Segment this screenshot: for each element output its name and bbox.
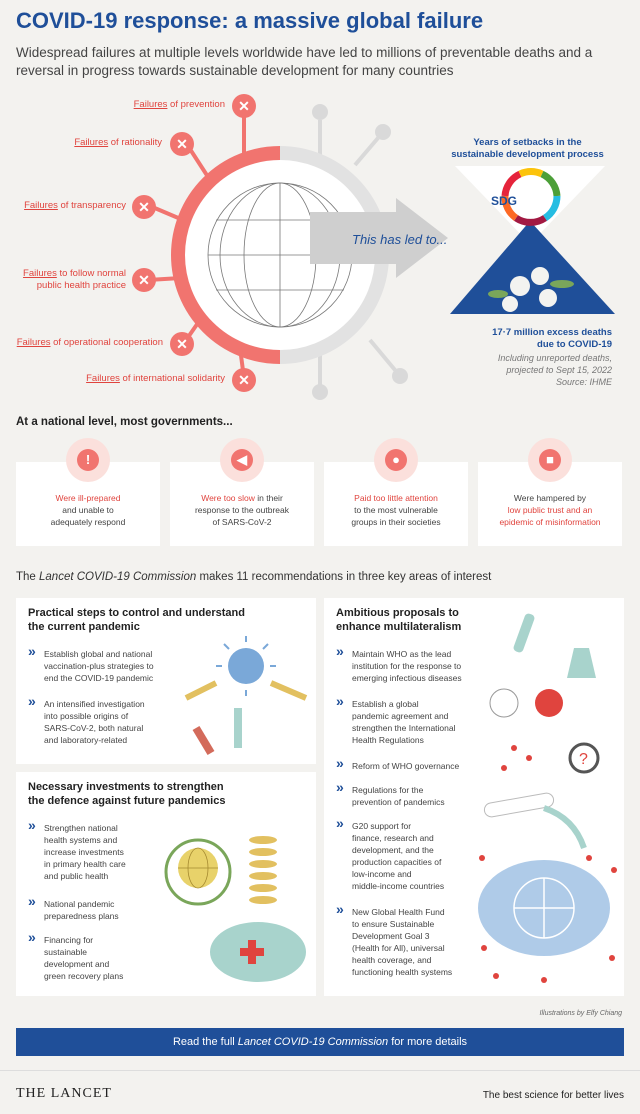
recommendation-item: » National pandemic preparedness plans bbox=[28, 898, 148, 922]
read-commission-link[interactable]: Read the full Lancet COVID-19 Commission for more details bbox=[16, 1028, 624, 1056]
panel-multilateralism bbox=[324, 598, 624, 996]
recommendation-item: » Strengthen national health systems and increase investments in primary health care and public health bbox=[28, 822, 148, 882]
sdg-label: SDG bbox=[490, 194, 517, 208]
recommendation-item: » Maintain WHO as the lead institution for the response to emerging infectious diseases bbox=[336, 648, 492, 684]
recommendation-item: » Establish a global pandemic agreement and strengthen the International Health Regulations bbox=[336, 698, 492, 746]
deaths-count: 17·7 million excess deaths due to COVID-19 bbox=[492, 327, 612, 350]
deaths-note: Including unreported deaths, projected to Sept 15, 2022 Source: IHME bbox=[497, 353, 612, 387]
speech-bubbles-icon: ■ bbox=[528, 438, 572, 482]
virus-hands-illustration bbox=[176, 628, 312, 760]
close-icon: ✕ bbox=[170, 132, 194, 156]
multilateralism-illustration bbox=[474, 608, 622, 992]
failure-rationality: Failures of rationality bbox=[74, 137, 162, 148]
close-icon: ✕ bbox=[132, 268, 156, 292]
panel-future-pandemics bbox=[16, 772, 316, 996]
panel-current-pandemic bbox=[16, 598, 316, 764]
lancet-logo: THE LANCET bbox=[16, 1086, 112, 1101]
panel-title: Ambitious proposals to enhance multilateralism bbox=[336, 607, 462, 633]
failure-public-health-practice: Failures to follow normal public health practice bbox=[23, 268, 126, 291]
recommendation-item: » Financing for sustainable development and green recovery plans bbox=[28, 934, 148, 982]
warning-icon: ! bbox=[66, 438, 110, 482]
footer-tagline: The best science for better lives bbox=[482, 1090, 624, 1101]
sdg-setback-title: Years of setbacks in the sustainable development process bbox=[451, 137, 604, 160]
national-card-hampered: ■ Were hampered by low public trust and an epidemic of misinformation bbox=[478, 462, 622, 546]
close-icon: ✕ bbox=[170, 332, 194, 356]
piggy-bank-illustration bbox=[148, 812, 312, 992]
panel-title: Practical steps to control and understand the current pandemic bbox=[28, 607, 245, 633]
failure-operational-cooperation: Failures of operational cooperation bbox=[16, 337, 163, 348]
outcomes-triangle-illustration bbox=[450, 166, 620, 316]
national-card-too-slow: ◀ Were too slow in their response to the outbreak of SARS-CoV-2 bbox=[170, 462, 314, 546]
page-title: COVID-19 response: a massive global failure bbox=[16, 8, 484, 33]
illustration-credit: Illustrations by Elfy Chiang bbox=[539, 1010, 622, 1017]
close-icon: ✕ bbox=[232, 94, 256, 118]
recommendation-item: » New Global Health Fund to ensure Sustainable Development Goal 3 (Health for All), universal health coverage, and functioning health systems bbox=[336, 906, 492, 978]
recommendation-item: » Regulations for the prevention of pandemics bbox=[336, 784, 492, 808]
close-icon: ✕ bbox=[132, 195, 156, 219]
failure-prevention: Failures of prevention bbox=[133, 99, 225, 110]
close-icon: ✕ bbox=[232, 368, 256, 392]
page-subtitle: Widespread failures at multiple levels worldwide have led to millions of preventable deaths and a reversal in progress towards sustainable development for many countries bbox=[16, 45, 593, 78]
megaphone-icon: ◀ bbox=[220, 438, 264, 482]
recommendations-heading: The Lancet COVID-19 Commission makes 11 recommendations in three key areas of interest bbox=[16, 571, 492, 583]
footer-divider bbox=[0, 1070, 640, 1071]
recommendation-item: » Establish global and national vaccination-plus strategies to end the COVID-19 pandemic bbox=[28, 648, 178, 684]
recommendation-item: » An intensified investigation into possible origins of SARS-CoV-2, both natural and laboratory-related bbox=[28, 698, 178, 746]
national-card-ill-prepared: ! Were ill-prepared and unable to adequately respond bbox=[16, 462, 160, 546]
national-heading: At a national level, most governments... bbox=[16, 416, 233, 428]
failure-transparency: Failures of transparency bbox=[24, 200, 126, 211]
recommendation-item: » G20 support for finance, research and development, and the production capacities of low-income and middle-income countries bbox=[336, 820, 492, 892]
svg-text:?: ? bbox=[579, 751, 588, 768]
people-icon: ● bbox=[374, 438, 418, 482]
failure-international-solidarity: Failures of international solidarity bbox=[86, 373, 225, 384]
recommendation-item: » Reform of WHO governance bbox=[336, 760, 492, 772]
national-card-little-attention: ● Paid too little attention to the most vulnerable groups in their societies bbox=[324, 462, 468, 546]
panel-title: Necessary investments to strengthen the defence against future pandemics bbox=[28, 781, 226, 807]
led-to-label: This has led to... bbox=[352, 232, 448, 247]
